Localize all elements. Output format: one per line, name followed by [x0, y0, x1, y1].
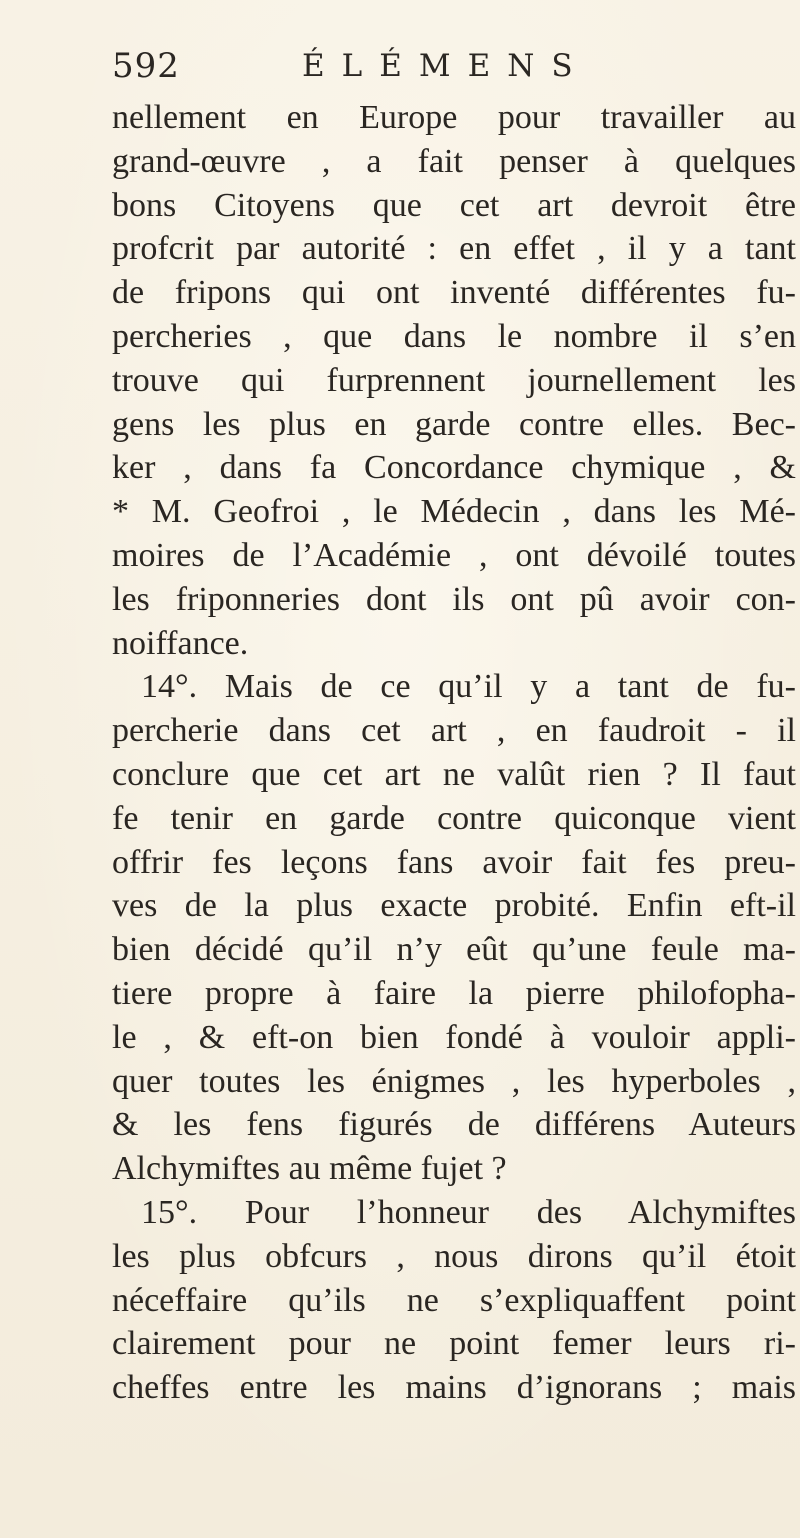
text-line: profcrit par autorité : en effet , il y a tant — [112, 230, 796, 268]
running-title: ÉLÉMENS — [302, 48, 590, 84]
text-line: de fripons qui ont inventé différentes fu- — [112, 274, 796, 312]
text-line: les friponneries dont ils ont pû avoir con- — [112, 580, 796, 618]
text-line: nellement en Europe pour travailler au — [112, 99, 796, 136]
text-line: conclure que cet art ne valût rien ? Il faut — [112, 755, 796, 793]
text-line: & les fens figurés de différens Auteurs — [112, 1106, 796, 1144]
text-line: moires de l’Académie , ont dévoilé toutes — [112, 536, 796, 574]
text-line: les plus obfcurs , nous dirons qu’il étoit — [112, 1237, 796, 1275]
text-line: percheries , que dans le nombre il s’en — [112, 317, 796, 355]
text-line: cheffes entre les mains d’ignorans ; mais — [112, 1369, 796, 1407]
text-line: percherie dans cet art , en faudroit - il — [112, 712, 796, 750]
body-text — [112, 96, 796, 1410]
text-line: ves de la plus exacte probité. Enfin eft-il — [112, 887, 796, 925]
text-line: noiffance. — [112, 624, 249, 662]
text-line: offrir fes leçons fans avoir fait fes preu- — [112, 843, 796, 881]
text-line: fe tenir en garde contre quiconque vient — [112, 799, 796, 837]
text-line: ker , dans fa Concordance chymique , & — [112, 449, 796, 487]
text-line: quer toutes les énigmes , les hyperboles , — [112, 1062, 796, 1100]
text-line: tiere propre à faire la pierre philofopha- — [112, 974, 796, 1012]
paragraph-start-line: 15°. Pour l’honneur des Alchymiftes — [141, 1193, 796, 1231]
text-line: gens les plus en garde contre elles. Bec- — [112, 405, 796, 443]
text-line: néceffaire qu’ils ne s’expliquaffent point — [112, 1281, 796, 1319]
text-line: * M. Geofroi , le Médecin , dans les Mé- — [112, 493, 796, 531]
text-line: trouve qui furprennent journellement les — [112, 361, 796, 399]
text-line: Alchymiftes au même fujet ? — [112, 1150, 507, 1188]
text-line: grand-œuvre , a fait penser à quelques — [112, 142, 796, 180]
page-header — [112, 36, 632, 92]
text-line: clairement pour ne point femer leurs ri- — [112, 1325, 796, 1363]
paragraph-start-line: 14°. Mais de ce qu’il y a tant de fu- — [141, 668, 796, 706]
text-line: bons Citoyens que cet art devroit être — [112, 186, 796, 224]
text-line: le , & eft-on bien fondé à vouloir appli- — [112, 1018, 796, 1056]
page-number: 592 — [112, 46, 180, 86]
text-line: bien décidé qu’il n’y eût qu’une feule ma- — [112, 931, 796, 969]
